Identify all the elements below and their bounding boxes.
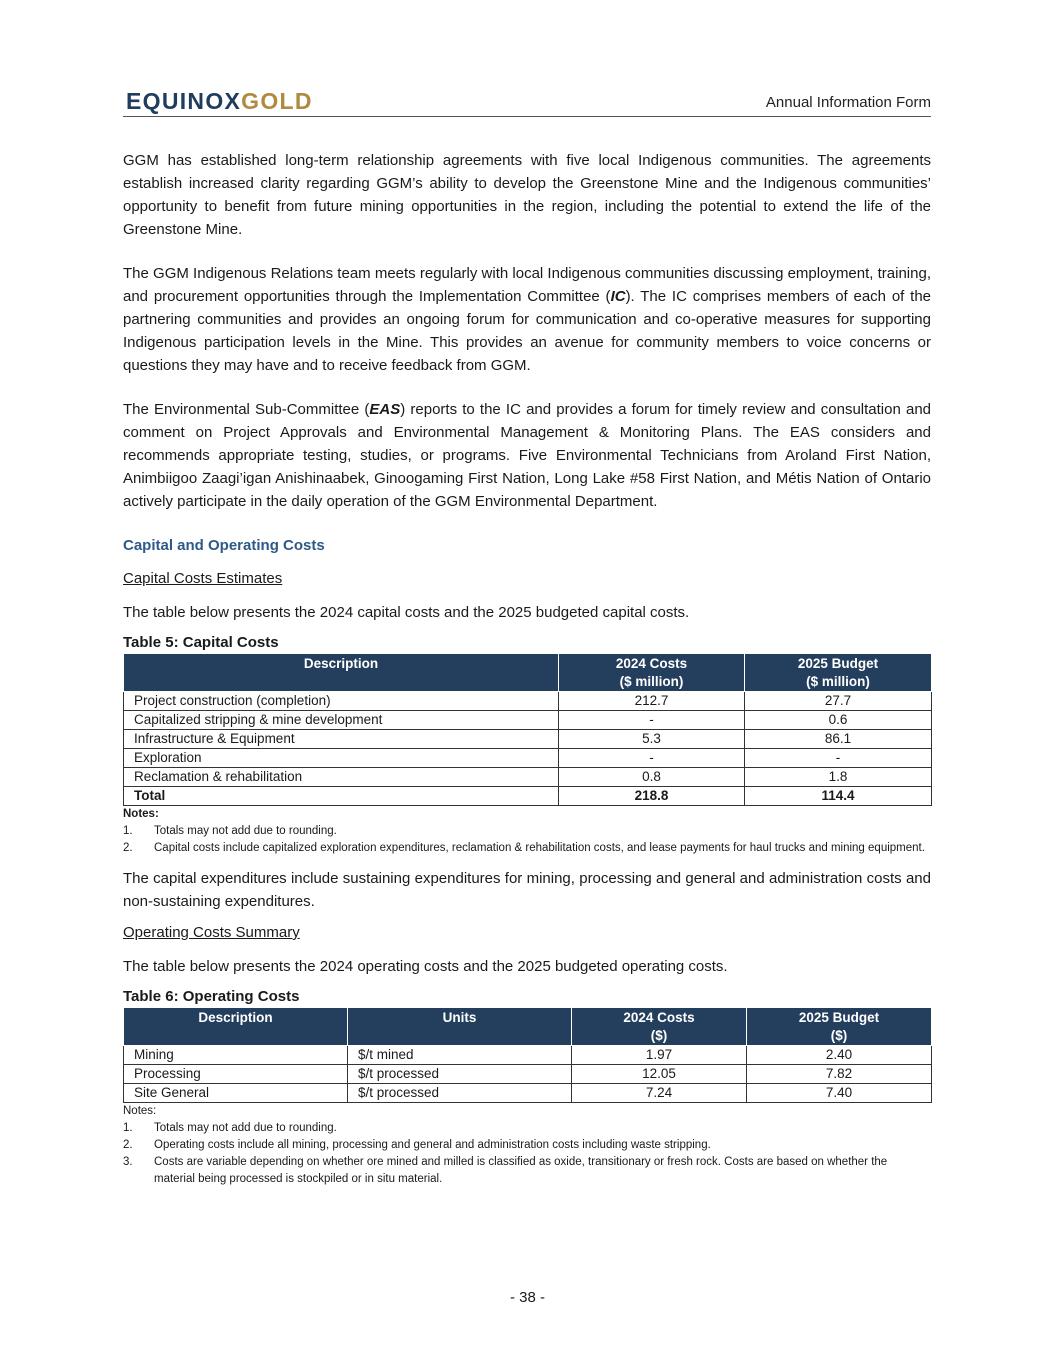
table-row: Reclamation & rehabilitation 0.8 1.8 bbox=[124, 768, 932, 787]
operating-costs-subheading: Operating Costs Summary bbox=[123, 924, 300, 941]
paragraph-environmental-subcommittee: The Environmental Sub-Committee (EAS) reports to the IC and provides a forum for timely review and consultation and comment on Project Approvals and Environmental Management & Monitoring Plans. The EAS considers and recommends appropriate testing, studies, or programs. Five Environmental Technicians from Aroland First Nation, Animbiigoo Zaagi’igan Anishinaabek, Ginoogaming First Nation, Long Lake #58 First Nation, and Métis Nation of Ontario actively participate in the daily operation of the GGM Environmental Department. bbox=[123, 401, 932, 510]
table-row: Processing $/t processed 12.05 7.82 bbox=[124, 1065, 932, 1084]
note-item: 1. Totals may not add due to rounding. bbox=[123, 825, 337, 837]
table5-caption: Table 5: Capital Costs bbox=[123, 634, 279, 651]
table-row: Mining $/t mined 1.97 2.40 bbox=[124, 1046, 932, 1065]
table-header-row bbox=[124, 1008, 932, 1046]
note-item: 3. Costs are variable depending on whether ore mined and milled is classified as oxide, transitionary or fresh rock. Costs are based on whether the material being processed is stockpiled or in situ material. bbox=[123, 1156, 888, 1185]
capital-costs-intro: The table below presents the 2024 capital costs and the 2025 budgeted capital costs. bbox=[123, 604, 690, 621]
table-row: Capitalized stripping & mine development - 0.6 bbox=[124, 711, 932, 730]
col-header-2024-costs: 2024 Costs ($ million) bbox=[559, 654, 745, 692]
abbr-ic: IC bbox=[610, 288, 626, 305]
table6-caption: Table 6: Operating Costs bbox=[123, 988, 300, 1005]
page bbox=[123, 86, 931, 1188]
col-header-units: Units bbox=[348, 1008, 572, 1046]
operating-costs-table bbox=[123, 1007, 932, 1103]
col-header-2025-budget: 2025 Budget ($) bbox=[747, 1008, 932, 1046]
notes-label: Notes: bbox=[123, 1105, 157, 1117]
operating-costs-intro: The table below presents the 2024 operating costs and the 2025 budgeted operating costs. bbox=[123, 958, 728, 975]
note-item: 1. Totals may not add due to rounding. bbox=[123, 1122, 337, 1134]
table-row: Exploration - - bbox=[124, 749, 932, 768]
note-item: 2. Operating costs include all mining, processing and general and administration costs including waste stripping. bbox=[123, 1139, 711, 1151]
table5-notes bbox=[123, 806, 931, 857]
table-row: Infrastructure & Equipment 5.3 86.1 bbox=[124, 730, 932, 749]
table-header-row bbox=[124, 654, 932, 692]
capital-expenditures-paragraph: The capital expenditures include sustaining expenditures for mining, processing and general and administration costs and non-sustaining expenditures. bbox=[123, 870, 931, 910]
col-header-2025-budget: 2025 Budget ($ million) bbox=[745, 654, 932, 692]
section-heading: Capital and Operating Costs bbox=[123, 537, 325, 554]
capital-costs-subheading: Capital Costs Estimates bbox=[123, 570, 283, 587]
table6-notes bbox=[123, 1103, 931, 1188]
col-header-2024-costs: 2024 Costs ($) bbox=[572, 1008, 747, 1046]
abbr-eas: EAS bbox=[369, 401, 401, 418]
note-item: 2. Capital costs include capitalized exploration expenditures, reclamation & rehabilitation costs, and lease payments for haul trucks and mining equipment. bbox=[123, 842, 925, 854]
table-total-row: Total 218.8 114.4 bbox=[124, 787, 932, 806]
col-header-description: Description bbox=[124, 1008, 348, 1046]
paragraph-indigenous-relations: The GGM Indigenous Relations team meets regularly with local Indigenous communities discussing employment, training, and procurement opportunities through the Implementation Committee (IC). The IC comprises members of each of the partnering communities and provides an ongoing forum for communication and co-operative measures for supporting Indigenous participation levels in the Mine. This provides an avenue for community members to voice concerns or questions they may have and to receive feedback from GGM. bbox=[123, 265, 932, 374]
table-row: Project construction (completion) 212.7 27.7 bbox=[124, 692, 932, 711]
page-header bbox=[123, 86, 931, 117]
col-header-description: Description bbox=[124, 654, 559, 692]
capital-costs-table bbox=[123, 653, 932, 806]
notes-label: Notes: bbox=[123, 808, 159, 820]
company-logo: EQUINOXGOLD bbox=[126, 88, 313, 114]
document-title: Annual Information Form bbox=[765, 94, 931, 111]
table-row: Site General $/t processed 7.24 7.40 bbox=[124, 1084, 932, 1103]
page-number: - 38 - bbox=[509, 1289, 545, 1306]
paragraph-relationship-agreements: GGM has established long-term relationship agreements with five local Indigenous communities. The agreements establish increased clarity regarding GGM’s ability to develop the Greenstone Mine and the Indigenous communities’ opportunity to benefit from future mining opportunities in the region, including the potential to extend the life of the Greenstone Mine. bbox=[123, 152, 931, 238]
